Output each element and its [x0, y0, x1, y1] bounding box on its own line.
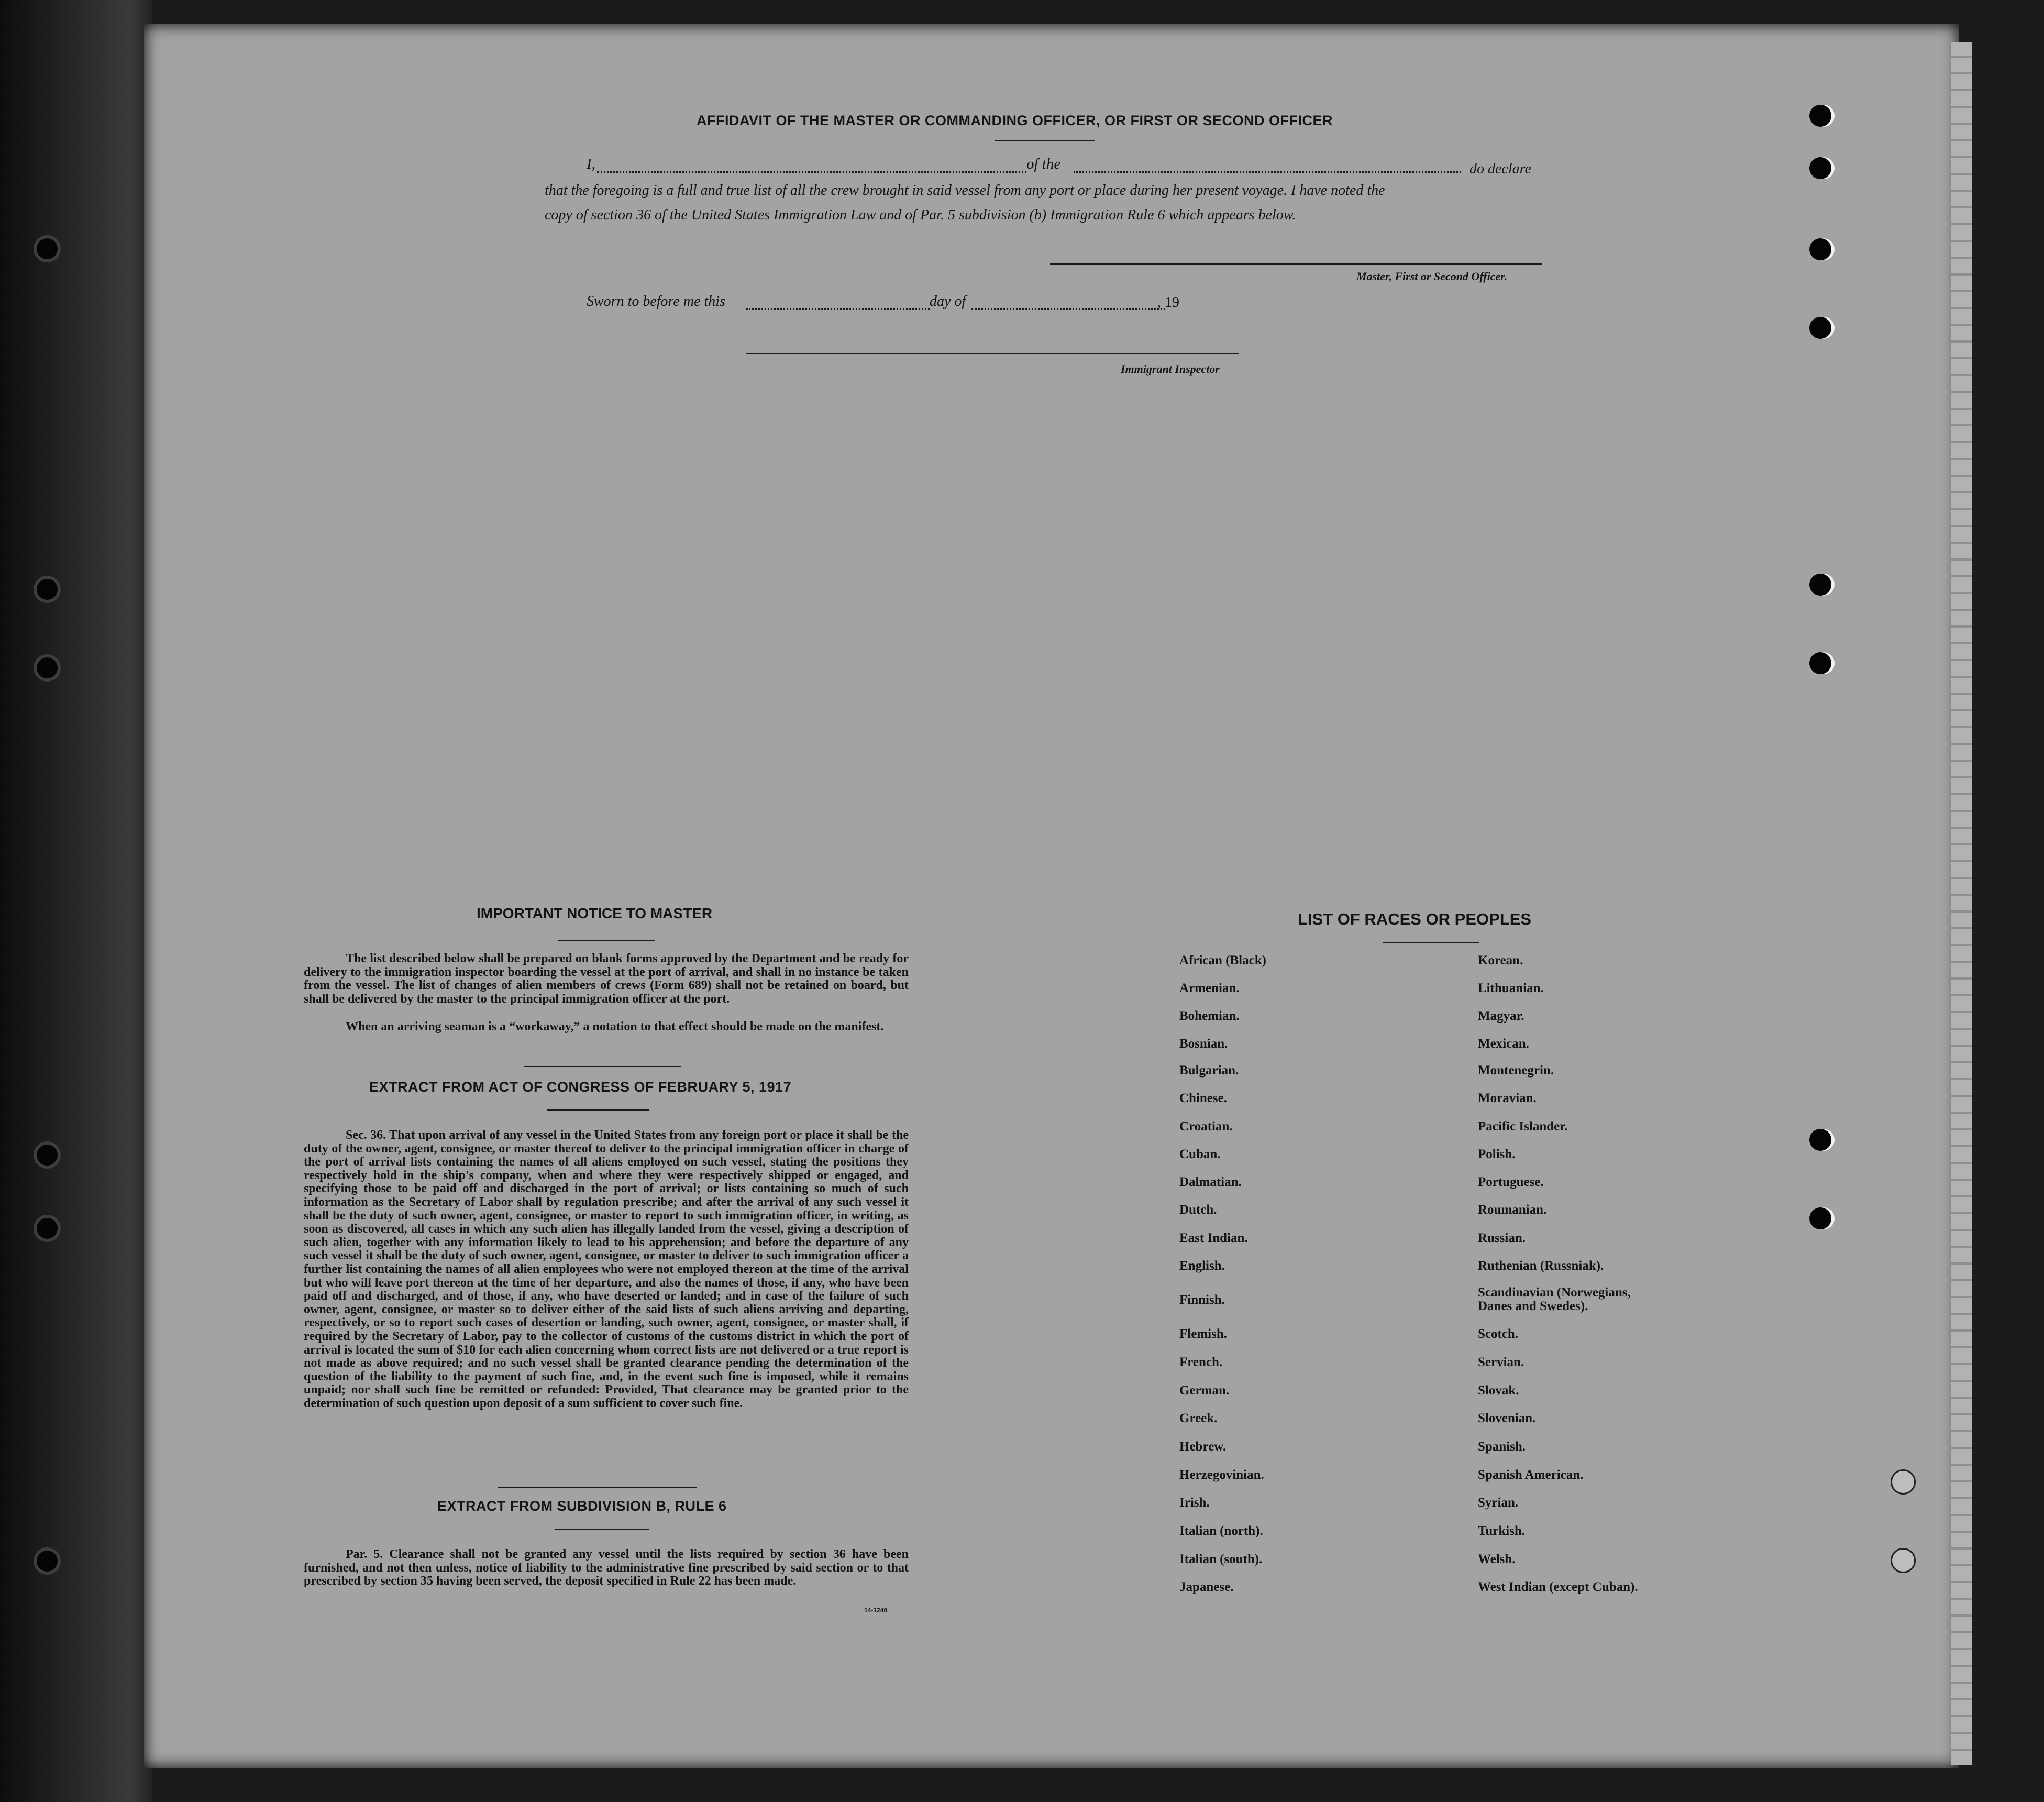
binding-hole — [37, 657, 58, 678]
race-item: Bohemian. — [1179, 1009, 1240, 1023]
binding-hole — [37, 1145, 58, 1166]
punch-hole — [1809, 1207, 1831, 1229]
divider — [558, 940, 655, 941]
race-item: Spanish American. — [1478, 1468, 1584, 1482]
day-blank[interactable] — [746, 308, 930, 310]
inspector-label: Immigrant Inspector — [1121, 362, 1220, 376]
race-item: Dutch. — [1179, 1203, 1217, 1217]
race-item: Servian. — [1478, 1355, 1524, 1369]
race-item: Roumanian. — [1478, 1203, 1547, 1217]
race-item: Magyar. — [1478, 1009, 1524, 1023]
affidavit-title: AFFIDAVIT OF THE MASTER OR COMMANDING OFFICER, OR FIRST OR SECOND OFFICER — [697, 113, 1333, 128]
punch-hole — [1809, 652, 1831, 674]
act-extract-title: EXTRACT FROM ACT OF CONGRESS OF FEBRUARY 5, 1917 — [369, 1079, 792, 1095]
race-item: East Indian. — [1179, 1231, 1248, 1245]
race-item: French. — [1179, 1355, 1223, 1369]
race-item: Bosnian. — [1179, 1037, 1228, 1051]
punch-hole — [1809, 105, 1831, 127]
divider — [547, 1109, 649, 1111]
notice-paragraph-1: The list described below shall be prepared on blank forms approved by the Department and be ready for delivery to the immigration inspector boarding the vessel at the port of arrival, and shall in no instance be taken from the vessel. The list of changes of alien members of crews (Form 689) shall not be retained on board, but shall be delivered by the master to the principal immigration officer at the port. — [304, 952, 909, 1006]
race-item: Ruthenian (Russniak). — [1478, 1259, 1604, 1273]
punch-hole — [1891, 1548, 1916, 1573]
race-item: Irish. — [1179, 1496, 1210, 1510]
rule-extract-text: Par. 5. Clearance shall not be granted any vessel until the lists required by section 36 have been furnished, and not then unless, notice of liability to the administrative fine prescribed by said section or to that prescribed by section 35 having been served, the deposit specified in Rule 22 has been made. — [304, 1547, 909, 1588]
document-page — [144, 24, 1959, 1768]
divider — [555, 1529, 649, 1530]
race-item: Mexican. — [1478, 1037, 1529, 1051]
punch-hole — [1809, 1129, 1831, 1151]
race-item: Greek. — [1179, 1411, 1218, 1425]
day-of-label: day of — [930, 293, 966, 310]
race-item: Welsh. — [1478, 1552, 1516, 1566]
binding-hole — [37, 1218, 58, 1239]
race-item: Scotch. — [1478, 1327, 1519, 1341]
race-item: Scandinavian (Norwegians, Danes and Swedes). — [1478, 1285, 1631, 1313]
form-number: 14-1240 — [864, 1607, 888, 1614]
race-item: Chinese. — [1179, 1091, 1227, 1105]
race-item: Moravian. — [1478, 1091, 1537, 1105]
binding-hole — [37, 579, 58, 600]
race-item: Japanese. — [1179, 1580, 1234, 1594]
act-extract-text: Sec. 36. That upon arrival of any vessel in the United States from any foreign port or place it shall be the duty of the owner, agent, consignee, or master thereof to deliver to the principal immigration officer in charge of the port of arrival lists containing the names of all aliens employed on such vessel, stating the positions they respectively hold in the ship's company, when and where they were respectively shipped or engaged, and specifying those to be paid off and discharged in the port of arrival; or lists containing so much of such information as the Secretary of Labor shall by regulation prescribe; and after the arrival of any such vessel it shall be the duty of such owner, agent, consignee, or master to report to such immigration officer, in writing, as soon as discovered, all cases in which any such alien has illegally landed from the vessel, giving a description of such alien, together with any information likely to lead to his apprehension; and before the departure of any such vessel it shall be the duty of such owner, agent, consignee, or master to deliver to such immigration officer a further list containing the names of all alien employees who were not employed thereon at the time of the arrival but who will leave port thereon at the time of her departure, and also the names of those, if any, who have been paid off and discharged, and of those, if any, who have deserted or landed; and in case of the failure of such owner, agent, consignee, or master so to deliver either of the said lists of such aliens arriving and departing, respectively, or so to report such cases of desertion or landing, such owner, agent, consignee, or master shall, if required by the Secretary of Labor, pay to the collector of customs of the customs district in which the port of arrival is located the sum of $10 for each alien concerning whom correct lists are not delivered or a true report is not made as above required; and no such vessel shall be granted clearance pending the determination of the question of the liability to the payment of such fine, and, in the event such fine is imposed, while it remains unpaid; nor shall such fine be remitted or refunded: Provided, That clearance may be granted prior to the determination of such question upon deposit of a sum sufficient to cover such fine. — [304, 1128, 909, 1410]
rule-extract-title: EXTRACT FROM SUBDIVISION B, RULE 6 — [437, 1498, 727, 1514]
punch-hole — [1809, 157, 1831, 179]
divider — [498, 1487, 697, 1488]
inspector-signature-line[interactable] — [746, 353, 1239, 354]
page-edge-stack — [1951, 42, 1972, 1765]
race-item: Montenegrin. — [1478, 1063, 1554, 1078]
race-item: English. — [1179, 1259, 1225, 1273]
vessel-blank[interactable] — [1074, 171, 1461, 173]
name-blank[interactable] — [597, 171, 1026, 173]
race-item: Flemish. — [1179, 1327, 1227, 1341]
divider — [1383, 942, 1479, 943]
race-item: West Indian (except Cuban). — [1478, 1580, 1638, 1594]
notice-title: IMPORTANT NOTICE TO MASTER — [477, 905, 713, 921]
race-item: Finnish. — [1179, 1293, 1225, 1307]
binding-hole — [37, 238, 58, 259]
race-item: Italian (south). — [1179, 1552, 1263, 1566]
race-item: Russian. — [1478, 1231, 1526, 1245]
signature-label: Master, First or Second Officer. — [1356, 270, 1508, 283]
race-item: Spanish. — [1478, 1440, 1526, 1454]
affidavit-i-label: I, — [587, 156, 595, 172]
race-item: Herzegovinian. — [1179, 1468, 1264, 1482]
divider — [524, 1066, 681, 1067]
race-item: Slovenian. — [1478, 1411, 1536, 1425]
race-item: Korean. — [1478, 953, 1523, 968]
divider — [995, 140, 1095, 141]
affidavit-of-the-label: of the — [1026, 156, 1061, 172]
race-item: African (Black) — [1179, 953, 1266, 968]
race-item: Armenian. — [1179, 981, 1240, 995]
race-item: Italian (north). — [1179, 1524, 1263, 1538]
race-item: Cuban. — [1179, 1147, 1221, 1161]
race-item: Turkish. — [1478, 1524, 1526, 1538]
race-item: German. — [1179, 1383, 1230, 1398]
race-item: Slovak. — [1478, 1383, 1519, 1398]
year-prefix: , 19 — [1157, 294, 1179, 311]
affidavit-line-1: that the foregoing is a full and true list of all the crew brought in said vessel from any port or place during her present voyage. I have noted the — [545, 182, 1385, 199]
punch-hole — [1809, 238, 1831, 260]
race-item: Hebrew. — [1179, 1440, 1227, 1454]
race-item: Syrian. — [1478, 1496, 1519, 1510]
race-item: Lithuanian. — [1478, 981, 1544, 995]
races-title: LIST OF RACES OR PEOPLES — [1298, 910, 1532, 928]
affidavit-do-declare: do declare — [1470, 161, 1531, 177]
race-item: Portuguese. — [1478, 1175, 1544, 1189]
notice-paragraph-2: When an arriving seaman is a “workaway,” a notation to that effect should be made on the manifest. — [346, 1020, 884, 1034]
affidavit-line-2: copy of section 36 of the United States Immigration Law and of Par. 5 subdivision (b) Immigration Rule 6 which appears below. — [545, 207, 1296, 223]
race-item: Polish. — [1478, 1147, 1516, 1161]
race-item: Pacific Islander. — [1478, 1119, 1568, 1134]
binding-spine — [0, 0, 152, 1802]
punch-hole — [1809, 574, 1831, 596]
month-blank[interactable] — [971, 308, 1165, 310]
race-item: Bulgarian. — [1179, 1063, 1239, 1078]
binding-hole — [37, 1551, 58, 1572]
punch-hole — [1809, 317, 1831, 339]
sworn-label: Sworn to before me this — [587, 293, 725, 310]
punch-hole — [1891, 1469, 1916, 1495]
race-item: Croatian. — [1179, 1119, 1233, 1134]
race-item: Dalmatian. — [1179, 1175, 1242, 1189]
signature-line[interactable] — [1050, 263, 1542, 265]
